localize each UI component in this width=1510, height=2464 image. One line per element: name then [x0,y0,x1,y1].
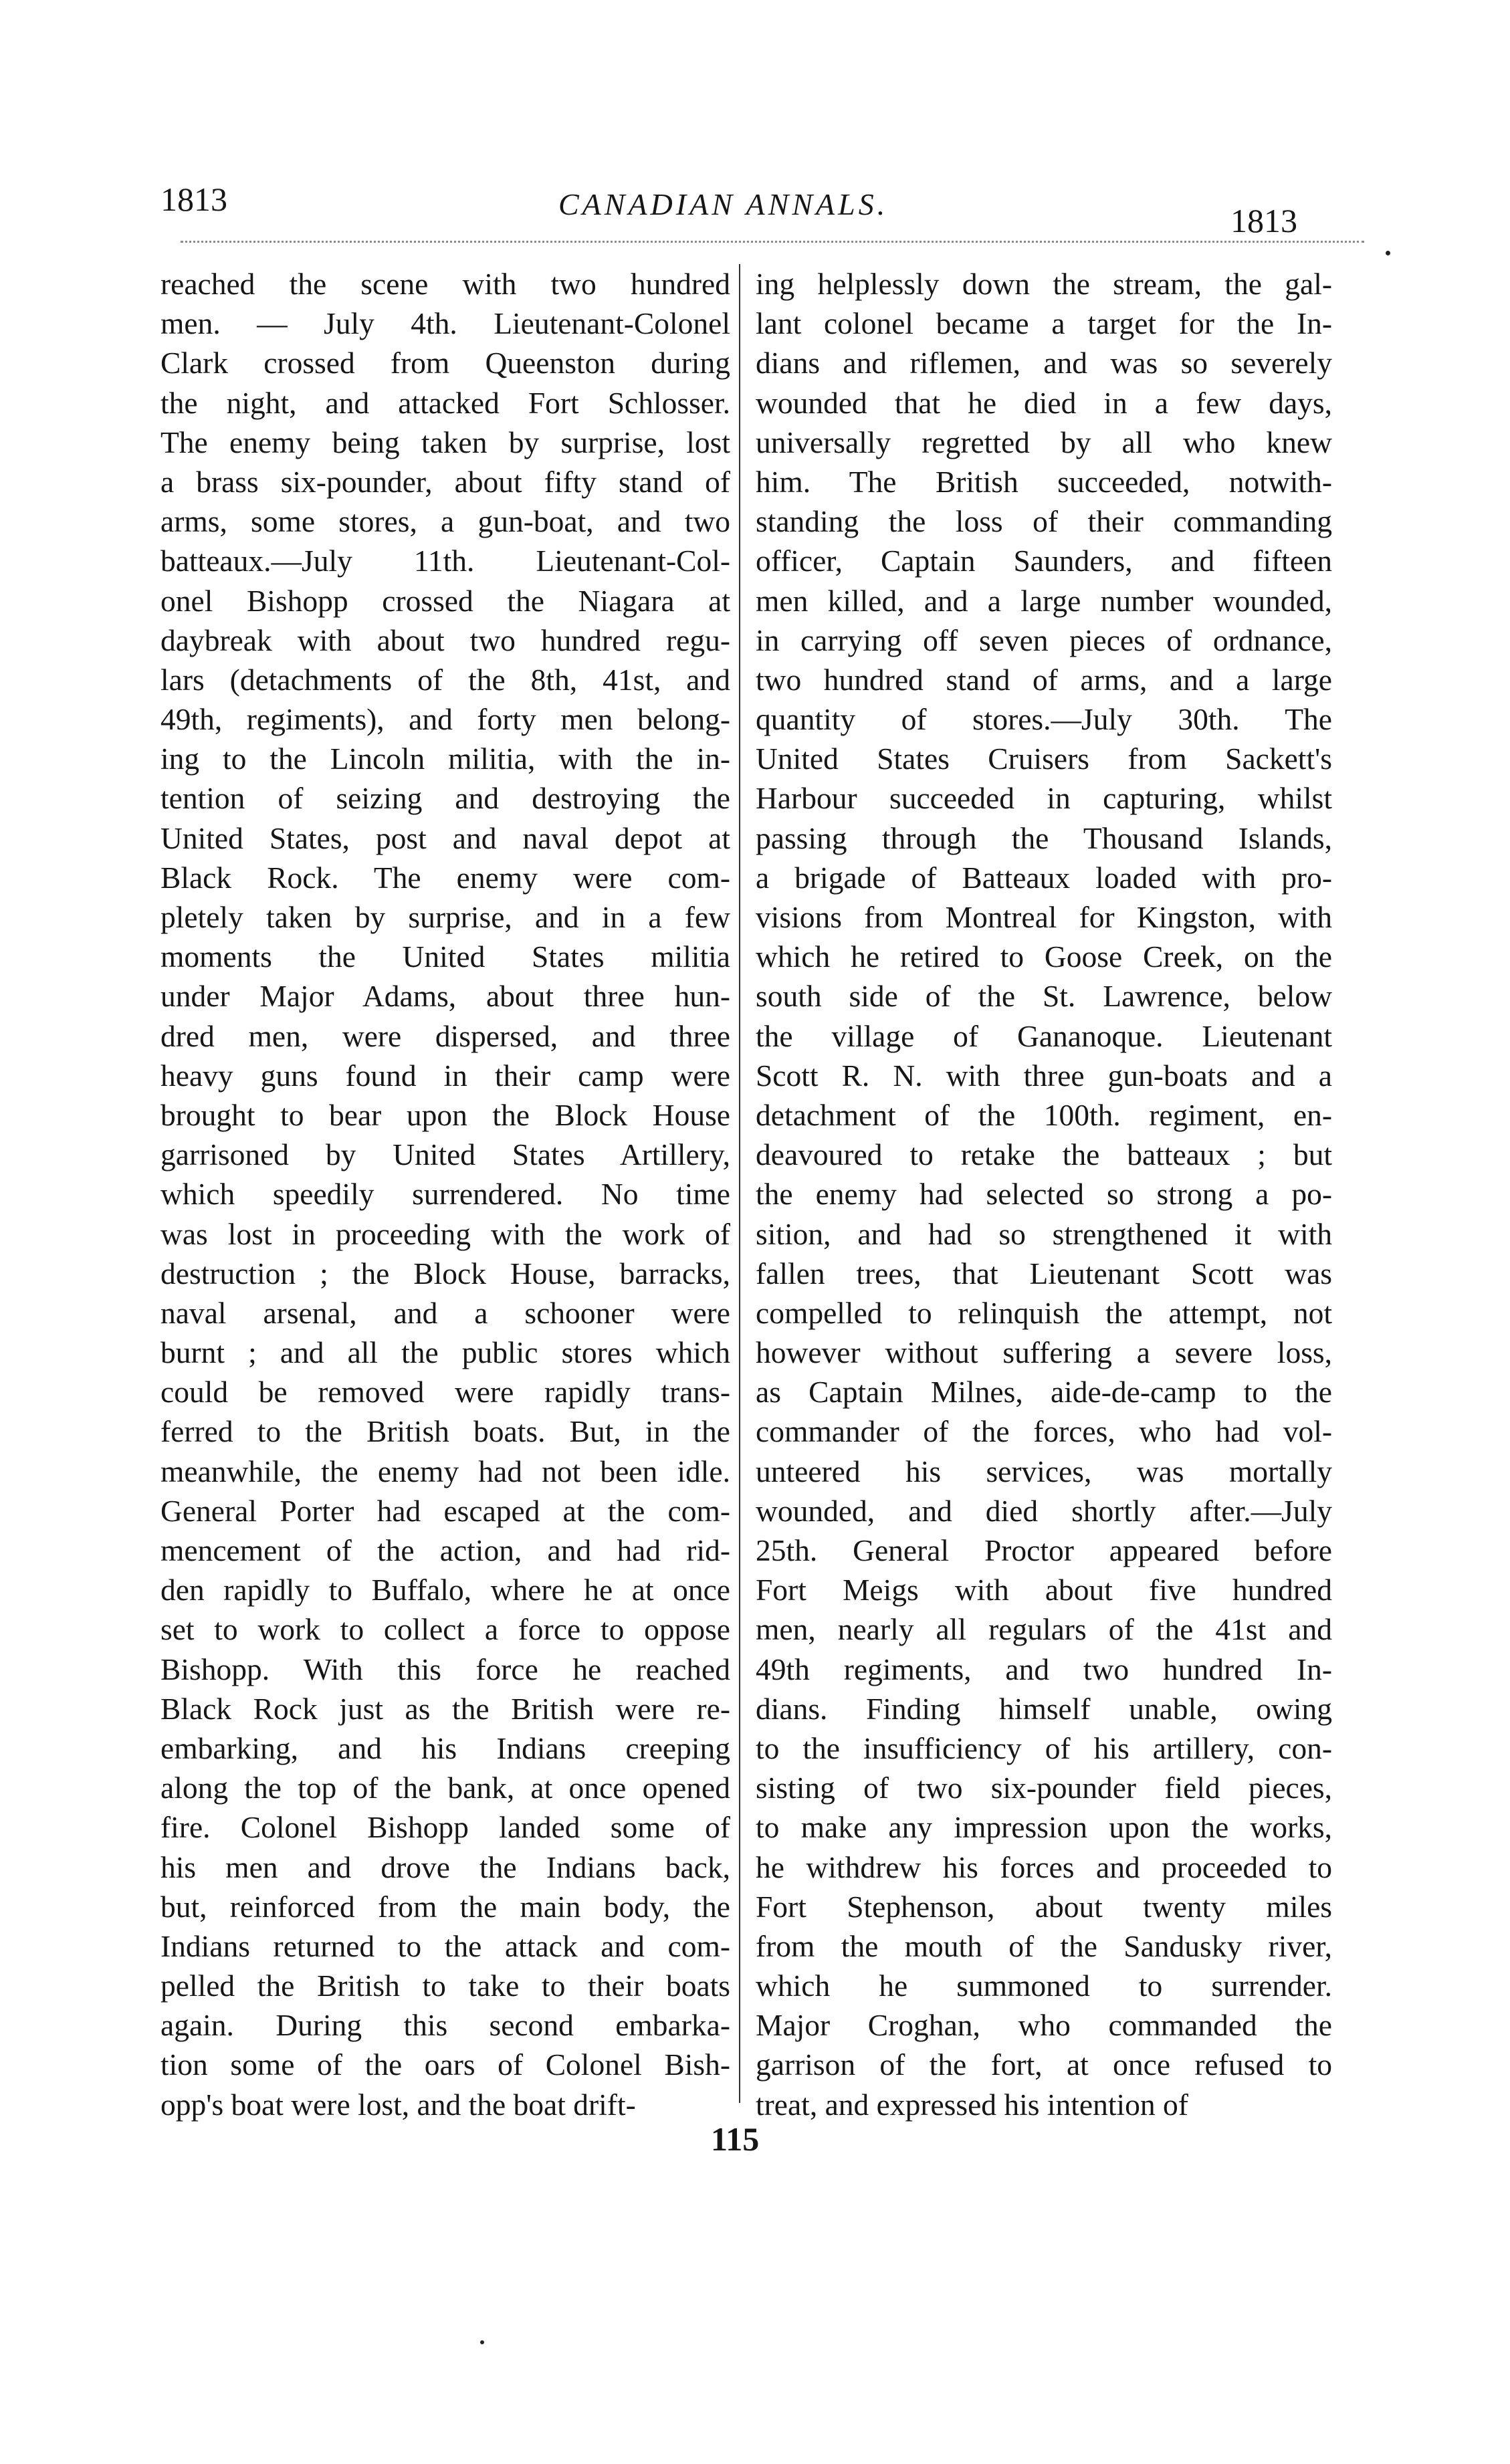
text-line: reached the scene with two hundred [160,267,730,301]
text-line: as Captain Milnes, aide-de-camp to the [756,1375,1332,1410]
header-year-right: 1813 [1230,202,1297,239]
text-line: the night, and attacked Fort Schlosser. [160,385,730,420]
text-line: a brass six-pounder, about fifty stand of [160,464,730,499]
text-line: his men and drove the Indians back, [160,1850,730,1884]
text-line: General Porter had escaped at the com- [160,1493,730,1528]
text-line: Major Croghan, who commanded the [756,2008,1332,2043]
text-line: Clark crossed from Queenston during [160,346,730,380]
text-line: den rapidly to Buffalo, where he at once [160,1573,730,1607]
text-line: meanwhile, the enemy had not been idle. [160,1454,730,1488]
text-line: dians. Finding himself unable, owing [756,1691,1332,1726]
text-line: Scott R. N. with three gun-boats and a [756,1058,1332,1093]
text-line: him. The British succeeded, notwith- [756,464,1332,499]
text-line: ferred to the British boats. But, in the [160,1414,730,1449]
text-line: lant colonel became a target for the In- [756,306,1332,341]
text-line: compelled to relinquish the attempt, not [756,1295,1332,1330]
text-line: mencement of the action, and had rid- [160,1533,730,1567]
column-divider [739,264,740,2103]
text-line: lars (detachments of the 8th, 41st, and [160,662,730,697]
text-line: Bishopp. With this force he reached [160,1652,730,1686]
text-line: 49th regiments, and two hundred In- [756,1652,1332,1686]
text-line: naval arsenal, and a schooner were [160,1295,730,1330]
text-line: detachment of the 100th. regiment, en- [756,1097,1332,1132]
text-line: arms, some stores, a gun-boat, and two [160,504,730,539]
text-line: brought to bear upon the Block House [160,1097,730,1132]
text-line: tion some of the oars of Colonel Bish- [160,2047,730,2082]
text-line: sisting of two six-pounder field pieces, [756,1771,1332,1805]
text-line: was lost in proceeding with the work of [160,1216,730,1251]
text-line: sition, and had so strengthened it with [756,1216,1332,1251]
text-line: daybreak with about two hundred regu- [160,623,730,657]
text-line: to make any impression upon the works, [756,1810,1332,1845]
text-line: to the insufficiency of his artillery, con- [756,1730,1332,1765]
text-line: he withdrew his forces and proceeded to [756,1850,1332,1884]
speck-mark [480,2340,484,2344]
text-line: visions from Montreal for Kingston, with [756,900,1332,934]
text-line: wounded that he died in a few days, [756,385,1332,420]
text-line: Fort Stephenson, about twenty miles [756,1889,1332,1924]
text-line: Black Rock. The enemy were com- [160,860,730,895]
text-line: Harbour succeeded in capturing, whilst [756,781,1332,816]
text-line: passing through the Thousand Islands, [756,820,1332,855]
text-line: unteered his services, was mortally [756,1454,1332,1488]
text-line: fallen trees, that Lieutenant Scott was [756,1256,1332,1291]
text-line: treat, and expressed his intention of [756,2087,1188,2122]
text-line: which he summoned to surrender. [756,1969,1332,2003]
header-rule [181,241,1364,243]
text-line: wounded, and died shortly after.—July [756,1493,1332,1528]
text-line: two hundred stand of arms, and a large [756,662,1332,697]
text-line: along the top of the bank, at once opened [160,1771,730,1805]
text-line: men killed, and a large number wounded, [756,583,1332,618]
text-line: pletely taken by surprise, and in a few [160,900,730,934]
text-line: Indians returned to the attack and com- [160,1928,730,1963]
text-line: but, reinforced from the main body, the [160,1889,730,1924]
text-line: destruction ; the Block House, barracks, [160,1256,730,1291]
text-line: The enemy being taken by surprise, lost [160,425,730,459]
text-line: dred men, were dispersed, and three [160,1018,730,1053]
text-line: garrison of the fort, at once refused to [756,2047,1332,2082]
text-line: ing to the Lincoln militia, with the in- [160,742,730,776]
text-line: men, nearly all regulars of the 41st and [756,1612,1332,1647]
text-line: batteaux.—July 11th. Lieutenant-Col- [160,544,730,578]
text-line: could be removed were rapidly trans- [160,1375,730,1410]
text-line: deavoured to retake the batteaux ; but [756,1137,1332,1172]
text-line: however without suffering a severe loss, [756,1335,1332,1370]
text-line: which speedily surrendered. No time [160,1177,730,1212]
text-line: opp's boat were lost, and the boat drift- [160,2087,636,2122]
text-line: commander of the forces, who had vol- [756,1414,1332,1449]
text-line: the enemy had selected so strong a po- [756,1177,1332,1212]
text-column-left [160,264,730,2124]
header-year-left: 1813 [160,181,227,218]
text-line: burnt ; and all the public stores which [160,1335,730,1370]
text-line: embarking, and his Indians creeping [160,1730,730,1765]
text-line: onel Bishopp crossed the Niagara at [160,583,730,618]
text-line: which he retired to Goose Creek, on the [756,939,1332,974]
text-line: again. During this second embarka- [160,2008,730,2043]
text-line: south side of the St. Lawrence, below [756,979,1332,1014]
text-line: United States, post and naval depot at [160,820,730,855]
text-line: quantity of stores.—July 30th. The [756,702,1332,737]
speck-mark [1386,251,1390,255]
text-line: United States Cruisers from Sackett's [756,742,1332,776]
text-line: under Major Adams, about three hun- [160,979,730,1014]
running-title: CANADIAN ANNALS. [558,187,889,221]
text-line: in carrying off seven pieces of ordnance, [756,623,1332,657]
text-line: universally regretted by all who knew [756,425,1332,459]
text-line: set to work to collect a force to oppose [160,1612,730,1647]
text-line: Black Rock just as the British were re- [160,1691,730,1726]
text-line: a brigade of Batteaux loaded with pro- [756,860,1332,895]
text-line: the village of Gananoque. Lieutenant [756,1018,1332,1053]
text-line: Fort Meigs with about five hundred [756,1573,1332,1607]
text-line: ing helplessly down the stream, the gal- [756,267,1332,301]
text-line: fire. Colonel Bishopp landed some of [160,1810,730,1845]
text-column-right [756,264,1332,2124]
text-line: tention of seizing and destroying the [160,781,730,816]
text-line: heavy guns found in their camp were [160,1058,730,1093]
text-line: moments the United States militia [160,939,730,974]
text-line: pelled the British to take to their boats [160,1969,730,2003]
text-line: garrisoned by United States Artillery, [160,1137,730,1172]
text-line: 49th, regiments), and forty men belong- [160,702,730,737]
text-line: officer, Captain Saunders, and fifteen [756,544,1332,578]
text-line: from the mouth of the Sandusky river, [756,1928,1332,1963]
page-number: 115 [711,2120,760,2158]
text-line: standing the loss of their commanding [756,504,1332,539]
text-line: 25th. General Proctor appeared before [756,1533,1332,1567]
text-line: dians and riflemen, and was so severely [756,346,1332,380]
text-line: men. — July 4th. Lieutenant-Colonel [160,306,730,341]
